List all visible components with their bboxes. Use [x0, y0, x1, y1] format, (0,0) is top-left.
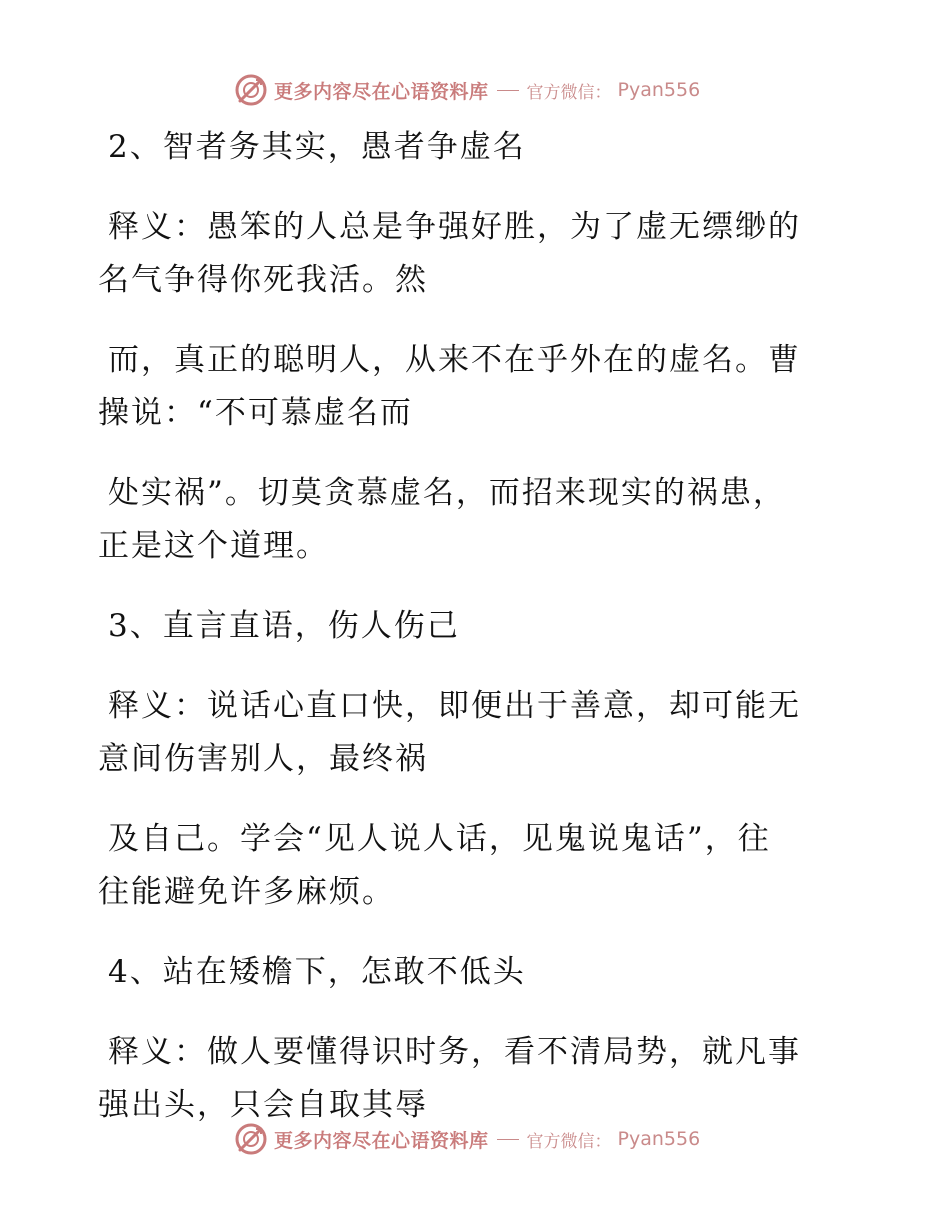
text-line: 3、直言直语，伤人伤己: [108, 608, 460, 644]
document-body: [98, 121, 828, 1159]
logo-icon: [234, 1122, 268, 1156]
text-line: 操说：“不可慕虚名而: [98, 395, 413, 431]
watermark-dash: [497, 90, 519, 91]
watermark-wechat-handle: Pyan556: [617, 1128, 701, 1150]
text-line: 4、站在矮檐下，怎敢不低头: [108, 954, 526, 990]
watermark-site-name: 更多内容尽在心语资料库: [274, 1129, 489, 1152]
logo-icon: [234, 73, 268, 107]
text-line: 释义：说话心直口快，即便出于善意，却可能无: [108, 688, 801, 724]
paragraph-heading-3: [98, 600, 828, 653]
text-line: 释义：做人要懂得识时务，看不清局势，就凡事: [108, 1034, 801, 1070]
watermark-site-name: 更多内容尽在心语资料库: [274, 80, 489, 103]
paragraph-heading-2: [98, 121, 828, 174]
watermark-dash: [497, 1139, 519, 1140]
watermark-wechat-label: 官方微信：: [526, 82, 612, 103]
text-line: 意间伤害别人，最终祸: [98, 741, 428, 777]
text-line: 往能避免许多麻烦。: [98, 874, 395, 910]
paragraph-explanation-3b: [98, 813, 828, 919]
watermark-wechat-label: 官方微信：: [526, 1131, 612, 1152]
text-line: 及自己。学会“见人说人话，见鬼说鬼话”，往: [108, 821, 771, 857]
watermark-wechat-handle: Pyan556: [617, 79, 701, 101]
text-line: 释义：愚笨的人总是争强好胜，为了虚无缥缈的: [108, 209, 801, 245]
paragraph-explanation-3a: [98, 680, 828, 786]
paragraph-heading-4: [98, 946, 828, 999]
paragraph-explanation-2c: [98, 467, 828, 573]
paragraph-explanation-2a: [98, 201, 828, 307]
text-line: 强出头，只会自取其辱: [98, 1087, 428, 1123]
text-line: 名气争得你死我活。然: [98, 262, 428, 298]
text-line: 而，真正的聪明人，从来不在乎外在的虚名。曹: [108, 342, 801, 378]
footer-watermark: [234, 1121, 754, 1157]
header-watermark: [234, 72, 754, 108]
paragraph-explanation-4a: [98, 1026, 828, 1132]
text-line: 正是这个道理。: [98, 528, 329, 564]
text-line: 处实祸”。切莫贪慕虚名，而招来现实的祸患，: [108, 475, 786, 511]
paragraph-explanation-2b: [98, 334, 828, 440]
text-line: 2、智者务其实，愚者争虚名: [108, 129, 526, 165]
